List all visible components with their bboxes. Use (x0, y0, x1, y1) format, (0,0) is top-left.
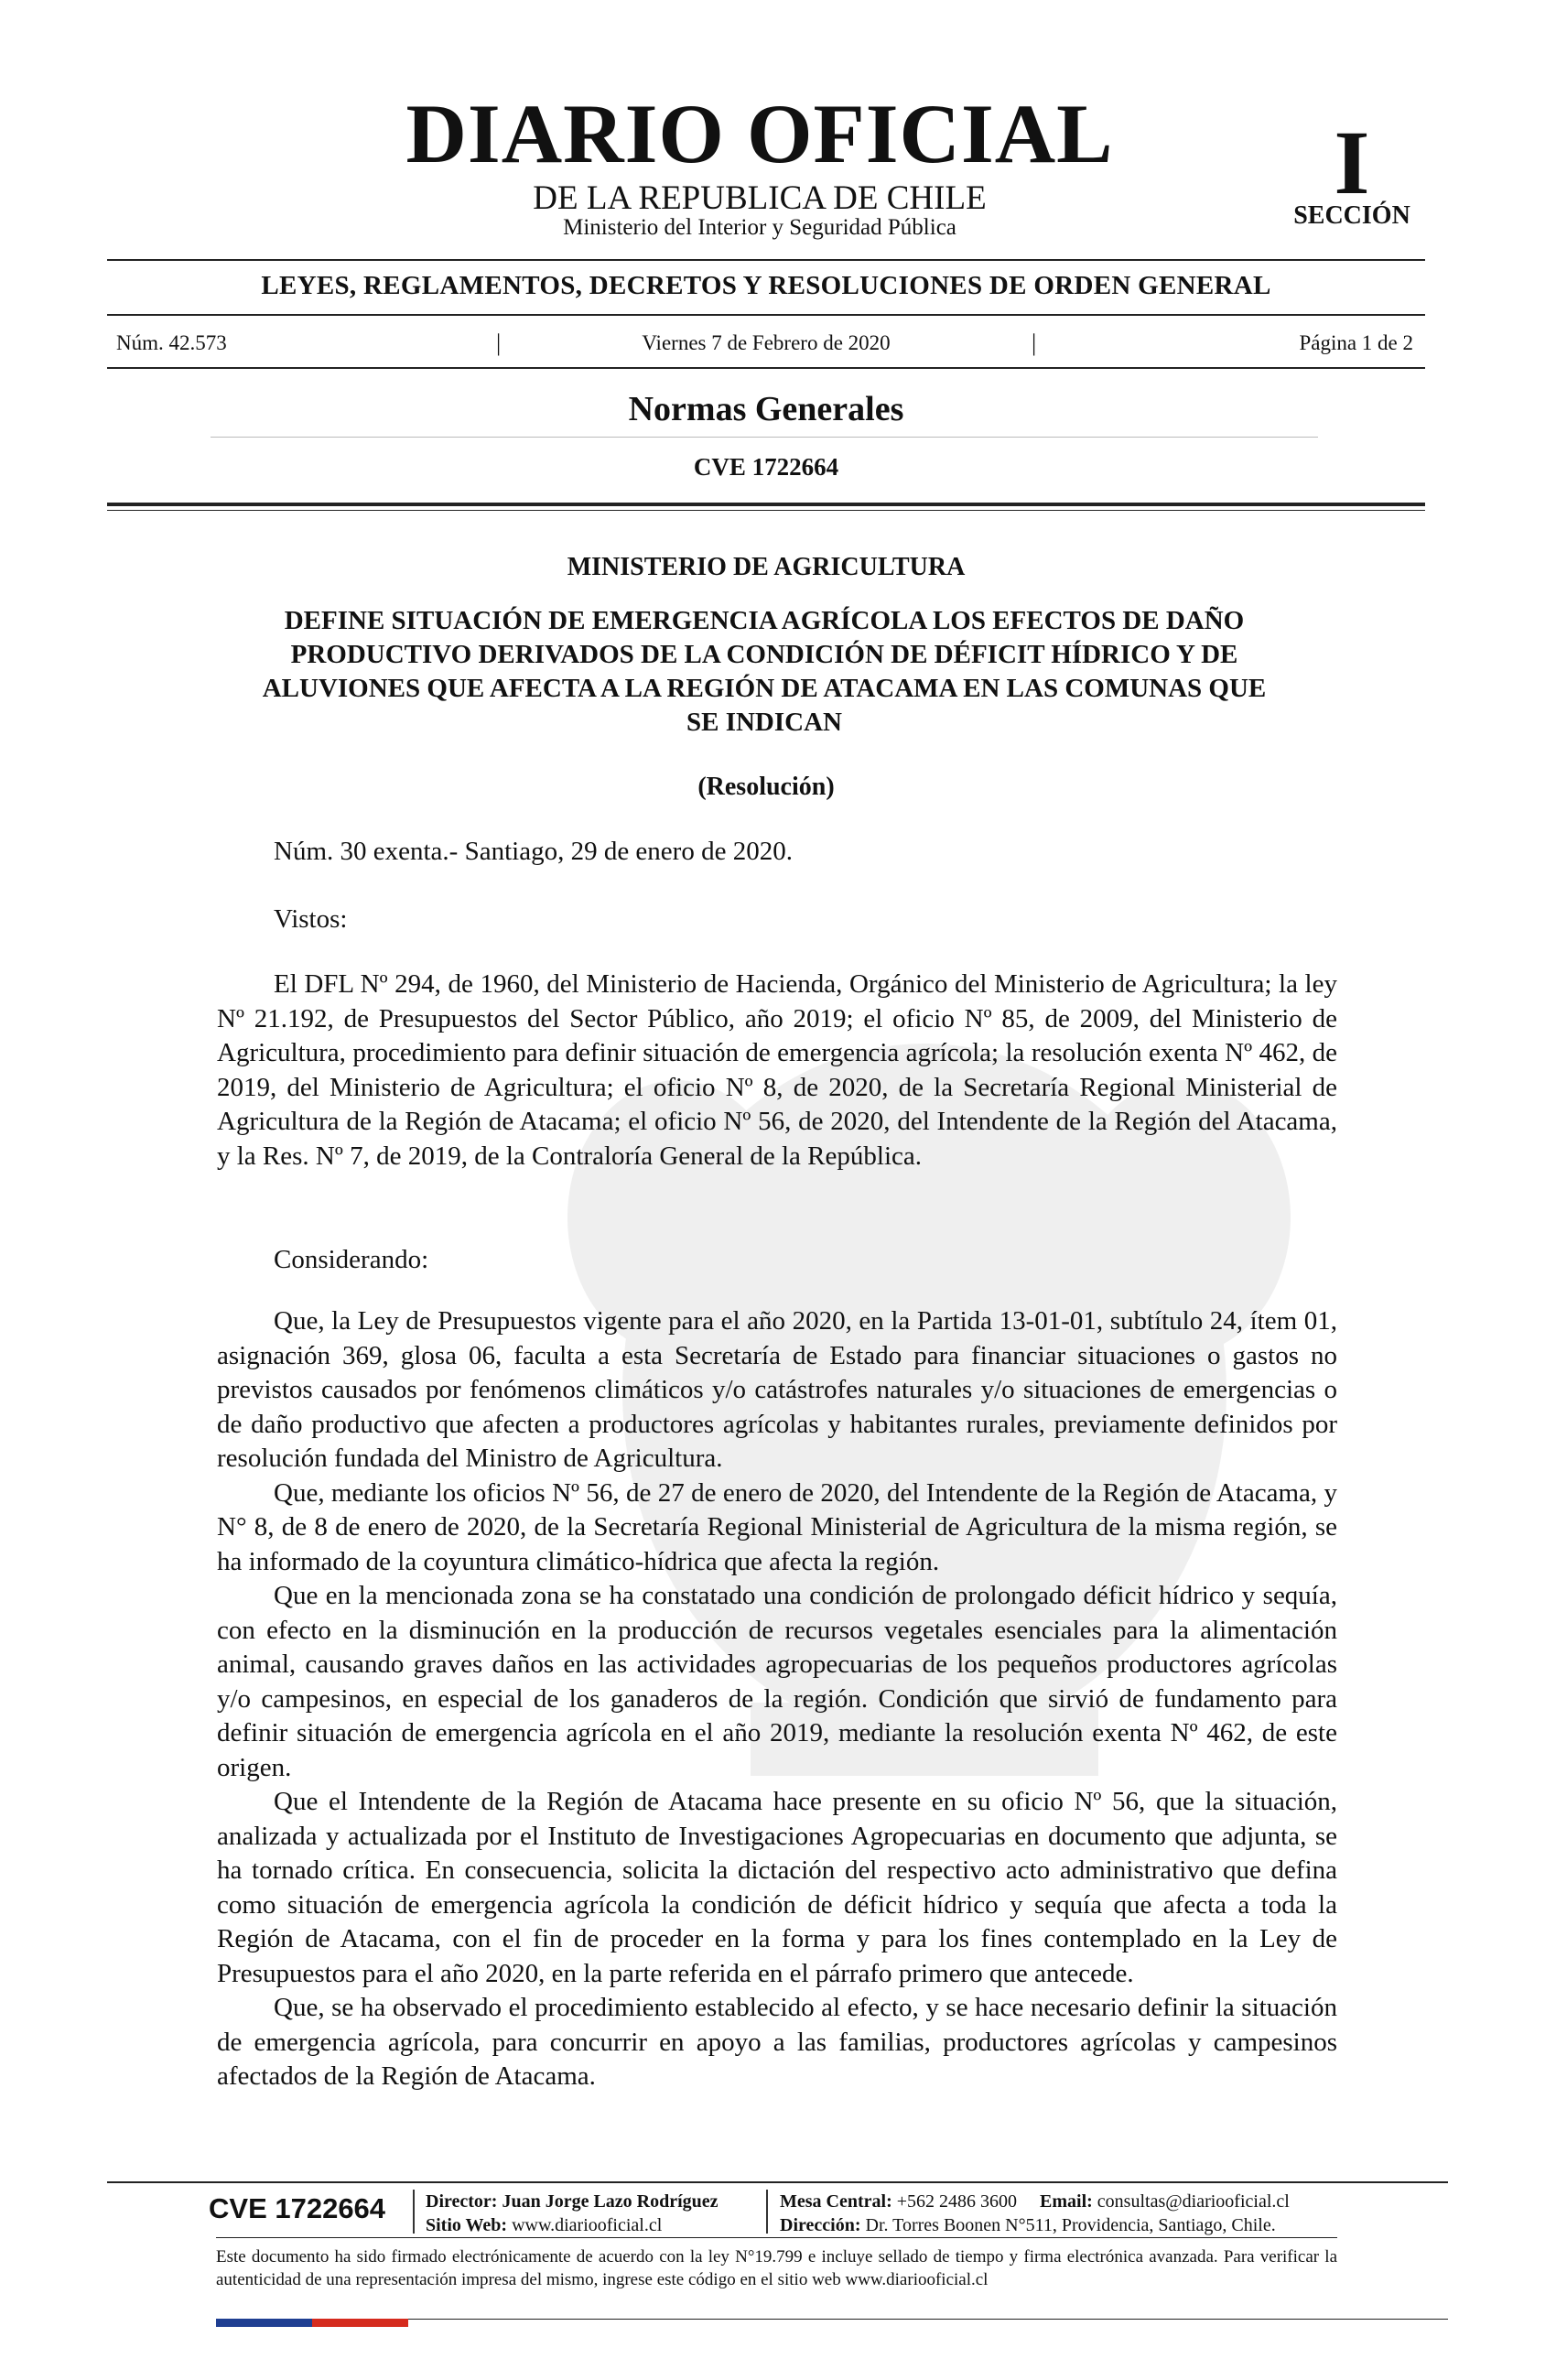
resolution-number: Núm. 30 exenta.- Santiago, 29 de enero de 2020. (274, 837, 793, 866)
paragraph: Que el Intendente de la Región de Atacama hace presente en su oficio Nº 56, que la situación, analizada y actualizada por el Instituto de Investigaciones Agropecuarias en documento que adjunta, se ha tornado crítica. En consecuencia, solicita la dictación del respectivo acto administrativo que defina como situación de emergencia agrícola la condición de déficit hídrico y sequía que afecta a toda la Región de Atacama, con el fin de proceder en la forma y para los fines contemplado en la Ley de Presupuestos para el año 2020, en la parte referida en el párrafo primero que antecede. (217, 1787, 1337, 1988)
section-label: SECCIÓN (1293, 201, 1410, 230)
title-line: DEFINE SITUACIÓN DE EMERGENCIA AGRÍCOLA LOS EFECTOS DE DAÑO (284, 606, 1245, 635)
cve-code: CVE 1722664 (693, 453, 839, 481)
issue-number: Núm. 42.573 (116, 331, 227, 354)
address-label: Dirección: (780, 2215, 861, 2235)
phone-label: Mesa Central: (780, 2191, 892, 2212)
page-indicator: Página 1 de 2 (1299, 331, 1413, 354)
considerando-label: Considerando: (274, 1245, 429, 1274)
address: Dr. Torres Boonen N°511, Providencia, Santiago, Chile. (865, 2215, 1276, 2235)
issuing-ministry: MINISTERIO DE AGRICULTURA (567, 553, 966, 581)
director-label: Director: (426, 2191, 498, 2212)
title-line: ALUVIONES QUE AFECTA A LA REGIÓN DE ATACAMA EN LAS COMUNAS QUE (262, 674, 1267, 703)
issue-meta-row (112, 331, 1421, 359)
footer-contact (780, 2190, 1290, 2237)
paragraph: Que en la mencionada zona se ha constatado una condición de prolongado déficit hídrico y sequía, con efecto en la disminución en la producción de recursos vegetales esenciales para la alimentación animal, causando graves daños en las actividades agropecuarias de los pequeños productores agrícolas y/o campesinos, en especial de los ganaderos de la región. Condición que sirvió de fundamento para definir situación de emergencia agrícola en el año 2019, mediante la resolución exenta Nº 462, de este origen. (217, 1581, 1337, 1782)
footer-director (426, 2190, 719, 2237)
header-rule-top (107, 259, 1425, 261)
title-line: PRODUCTIVO DERIVADOS DE LA CONDICIÓN DE DÉFICIT HÍDRICO Y DE (290, 640, 1238, 669)
paragraph: Que, mediante los oficios Nº 56, de 27 de enero de 2020, del Intendente de la Región de Atacama, y N° 8, de 8 de enero de 2020, de la Secretaría Regional Ministerial de Agricultura de la misma región, se ha informado de la coyuntura climático-hídrica que afecta la región. (217, 1477, 1337, 1576)
email-label: Email: (1040, 2191, 1093, 2212)
issue-date: Viernes 7 de Febrero de 2020 (642, 331, 891, 354)
paragraph: Que, la Ley de Presupuestos vigente para el año 2020, en la Partida 13-01-01, subtítulo 24, ítem 01, asignación 369, glosa 06, faculta a esta Secretaría de Estado para financiar situaciones o gastos no previstos causados por fenómenos climáticos y/o catástrofes naturales y/o situaciones de emergencias o de daño productivo que afecten a productores agrícolas y habitantes rurales, previamente definidos por resolución fundada del Ministro de Agricultura. (217, 1306, 1337, 1473)
paragraph: Que, se ha observado el procedimiento establecido al efecto, y se hace necesario definir la situación de emergencia agrícola, para concurrir en apoyo a las familias, productores agrícolas y campesinos afectados de la Región de Atacama. (217, 1993, 1337, 2091)
electronic-signature-notice: Este documento ha sido firmado electrónicamente de acuerdo con la ley N°19.799 e incluye sellado de tiempo y firma electrónica avanzada. Para verificar la autenticidad de una representación impresa del mismo, ingrese este código en el sitio web www.diariooficial.cl (216, 2247, 1337, 2289)
newspaper-title: DIARIO OFICIAL (405, 87, 1114, 180)
section-heading: Normas Generales (628, 390, 904, 428)
vistos-paragraph (217, 968, 1337, 1174)
website-link[interactable]: www.diariooficial.cl (512, 2215, 663, 2235)
footer-divider (413, 2190, 415, 2234)
section-number: I (1334, 112, 1370, 213)
header-rule-mid (107, 314, 1425, 316)
publisher-ministry: Ministerio del Interior y Seguridad Pública (563, 215, 956, 240)
phone-number: +562 2486 3600 (896, 2191, 1018, 2212)
category-heading: LEYES, REGLAMENTOS, DECRETOS Y RESOLUCIONES DE ORDEN GENERAL (261, 271, 1271, 300)
vistos-label: Vistos: (274, 904, 348, 934)
title-line: SE INDICAN (686, 708, 842, 737)
footer-divider (766, 2190, 768, 2234)
email-link[interactable]: consultas@diariooficial.cl (1097, 2191, 1290, 2212)
website-label: Sitio Web: (426, 2215, 508, 2235)
meta-separator: | (1032, 330, 1037, 356)
footer-cve-code: CVE 1722664 (209, 2192, 386, 2224)
document-type: (Resolución) (697, 773, 835, 801)
considerando-paragraphs (217, 1304, 1337, 2094)
section-rule-thick (107, 503, 1425, 506)
footer-rule-top (107, 2181, 1448, 2183)
footer-rule-mid (216, 2237, 1337, 2238)
meta-separator: | (496, 330, 502, 356)
chile-flag-stripe (216, 2319, 408, 2327)
newspaper-subtitle: DE LA REPUBLICA DE CHILE (533, 179, 987, 217)
header-rule-bottom (107, 367, 1425, 369)
resolution-title (211, 604, 1318, 740)
director-name: Juan Jorge Lazo Rodríguez (502, 2191, 719, 2212)
section-rule-thin (107, 510, 1425, 511)
paragraph: El DFL Nº 294, de 1960, del Ministerio de Hacienda, Orgánico del Ministerio de Agricultura; la ley Nº 21.192, de Presupuestos del Sector Público, año 2019; el oficio Nº 85, de 2009, del Ministerio de Agricultura, procedimiento para definir situación de emergencia agrícola; la resolución exenta Nº 462, de 2019, del Ministerio de Agricultura; el oficio Nº 8, de 2020, de la Secretaría Regional Ministerial de Agricultura de la Región de Atacama; el oficio Nº 56, de 2020, del Intendente de la Región del Atacama, y la Res. Nº 7, de 2019, de la Contraloría General de la República. (217, 969, 1337, 1171)
section-underline (211, 437, 1318, 438)
